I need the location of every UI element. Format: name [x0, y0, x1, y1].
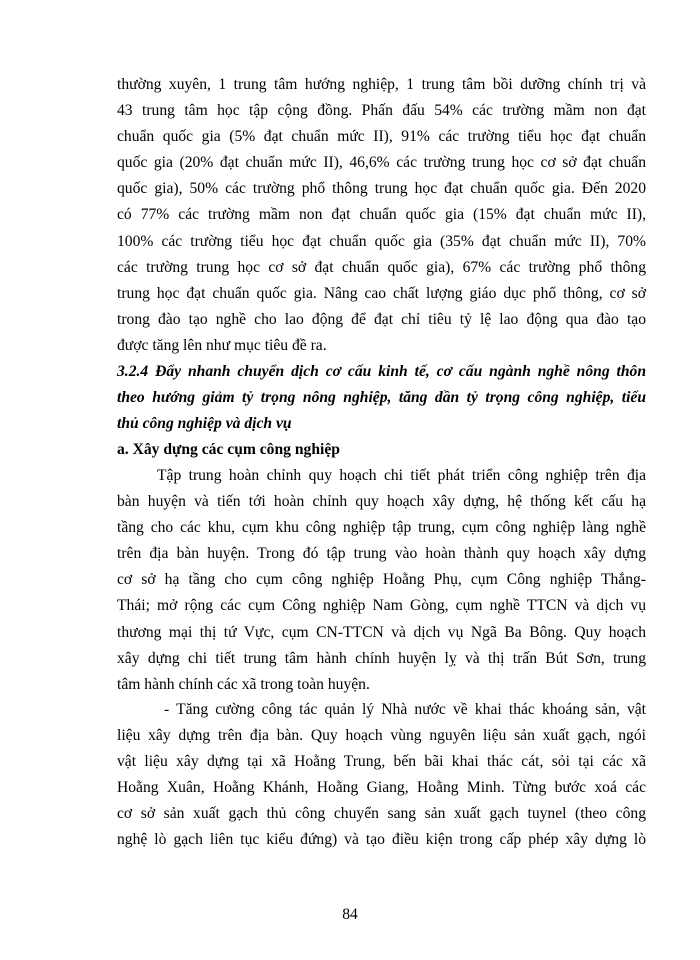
section-heading-3-2-4 — [117, 359, 646, 437]
text-line: các trường trung học cơ sở đạt chuẩn quốc gia), 67% các trường phổ thông — [117, 258, 646, 276]
page-number: 84 — [342, 906, 358, 923]
text-line: vật liệu xây dựng tại xã Hoằng Trung, bến bãi khai thác cát, sỏi tại các xã — [117, 753, 646, 771]
text-line: thường xuyên, 1 trung tâm hướng nghiệp, 1 trung tâm bồi dưỡng chính trị và — [117, 76, 646, 93]
text-line: cơ sở hạ tầng cho cụm công nghiệp Hoằng Phụ, cụm Công nghiệp Thắng- — [117, 571, 646, 589]
text-line: - Tăng cường công tác quản lý Nhà nước về khai thác khoáng sản, vật — [164, 701, 646, 718]
text-line: quốc gia), 50% các trường phổ thông trung học đạt chuẩn quốc gia. Đến 2020 — [117, 180, 646, 198]
text-line: 43 trung tâm học tập cộng đồng. Phấn đấu 54% các trường mầm non đạt — [117, 102, 646, 120]
text-line: tâm hành chính các xã trong toàn huyện. — [117, 675, 370, 693]
text-line: cơ sở sản xuất gạch thủ công chuyển sang sản xuất gạch tuynel (theo công — [117, 805, 646, 823]
subheading-text: a. Xây dựng các cụm công nghiệp — [117, 441, 340, 458]
text-line: 100% các trường tiểu học đạt chuẩn quốc gia (35% đạt chuẩn mức II), 70% — [117, 232, 646, 250]
heading-line: theo hướng giảm tỷ trọng nông nghiệp, tăng dần tỷ trọng công nghiệp, tiểu — [117, 389, 646, 407]
text-line: có 77% các trường mầm non đạt chuẩn quốc gia (15% đạt chuẩn mức II), — [117, 206, 646, 224]
text-line: trong đào tạo nghề cho lao động để đạt chỉ tiêu tỷ lệ lao động qua đào tạo — [117, 310, 646, 328]
text-line: Hoằng Xuân, Hoằng Khánh, Hoằng Giang, Hoằng Minh. Từng bước xoá các — [117, 779, 646, 797]
text-line: bàn huyện và tiến tới hoàn chỉnh quy hoạch xây dựng, hệ thống kết cấu hạ — [117, 493, 646, 511]
heading-line: 3.2.4 Đẩy nhanh chuyển dịch cơ cấu kinh tế, cơ cấu ngành nghề nông thôn — [117, 363, 646, 380]
paragraph-mineral-management — [117, 697, 646, 854]
text-line: nghệ lò gạch liên tục kiểu đứng) và tạo điều kiện trong cấp phép xây dựng lò — [117, 831, 646, 849]
text-line: xây dựng chi tiết trung tâm hành chính huyện lỵ và thị trấn Bút Sơn, trung — [117, 649, 646, 667]
text-line: chuẩn quốc gia (5% đạt chuẩn mức II), 91% các trường tiểu học đạt chuẩn — [117, 128, 646, 146]
text-line: quốc gia (20% đạt chuẩn mức II), 46,6% các trường trung học cơ sở đạt chuẩn — [117, 154, 646, 172]
text-line: liệu xây dựng trên địa bàn. Quy hoạch vùng nguyên liệu sản xuất gạch, ngói — [117, 727, 646, 745]
subheading-industrial-clusters — [117, 437, 646, 463]
text-line: tầng cho các khu, cụm khu công nghiệp tập trung, cụm công nghiệp làng nghề — [117, 519, 646, 537]
text-line: được tăng lên như mục tiêu đề ra. — [117, 336, 327, 354]
paragraph-industrial-planning — [117, 463, 646, 698]
text-line: thương mại thị tứ Vực, cụm CN-TTCN và dịch vụ Ngã Ba Bông. Quy hoạch — [117, 623, 646, 641]
paragraph-education-targets — [117, 72, 646, 359]
text-line: trên địa bàn huyện. Trong đó tập trung vào hoàn thành quy hoạch xây dựng — [117, 545, 646, 563]
text-line: Tập trung hoàn chỉnh quy hoạch chi tiết phát triển công nghiệp trên địa — [157, 467, 646, 484]
heading-line: thủ công nghiệp và dịch vụ — [117, 415, 292, 433]
text-line: Thái; mở rộng các cụm Công nghiệp Nam Gòng, cụm nghề TTCN và dịch vụ — [117, 597, 646, 615]
text-line: trung học đạt chuẩn quốc gia. Nâng cao chất lượng giáo dục phổ thông, cơ sở — [117, 284, 646, 302]
